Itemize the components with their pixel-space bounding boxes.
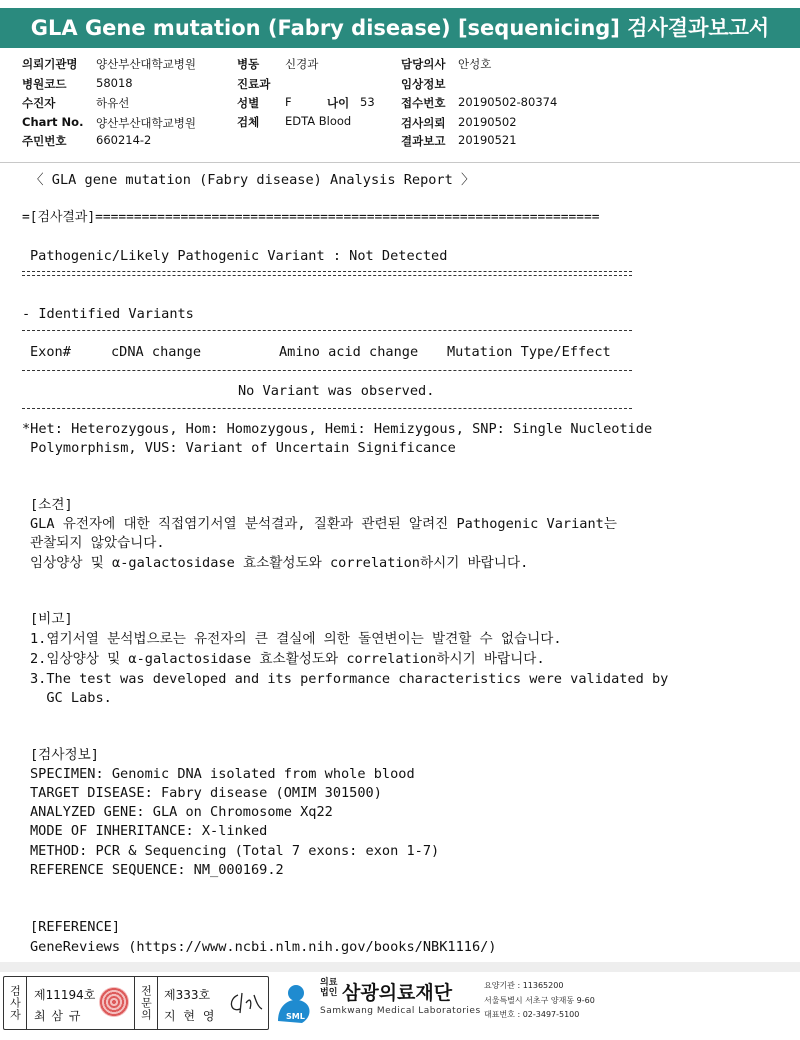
remarks-line: 1.염기서열 분석법으로는 유전자의 큰 결실에 의한 돌연변이는 발견할 수 없습니다. [30, 631, 562, 647]
specimen-label: 검체 [237, 115, 260, 129]
request-date-label: 검사의뢰 [401, 116, 446, 130]
hospital-code-value: 58018 [96, 76, 133, 90]
remarks-line: 3.The test was developed and its performance characteristics were validated by [30, 671, 669, 687]
org-address: 서울특별시 서초구 양재동 9-60 [484, 996, 595, 1005]
test-info-line: METHOD: PCR & Sequencing (Total 7 exons: exon 1-7) [30, 843, 440, 859]
test-info-line: TARGET DISEASE: Fabry disease (OMIM 301500) [30, 785, 382, 801]
specimen-value: EDTA Blood [285, 114, 352, 128]
accession-no-value: 20190502-80374 [458, 95, 558, 109]
tester-name: 최 삼 규 [34, 1009, 82, 1023]
test-info-line: ANALYZED GENE: GLA on Chromosome Xq22 [30, 804, 333, 820]
table-header-rule [22, 370, 632, 371]
table-header-amino: Amino acid change [279, 344, 419, 360]
test-info-line: SPECIMEN: Genomic DNA isolated from whole blood [30, 766, 415, 782]
report-title: GLA Gene mutation (Fabry disease) [sequenicing] 검사결과보고서 [0, 8, 800, 48]
report-date-label: 결과보고 [401, 134, 446, 148]
sex-value: F [285, 95, 292, 109]
hospital-code-label: 병원코드 [22, 77, 67, 91]
table-header-cdna: cDNA change [111, 344, 202, 360]
tester-seal [99, 987, 129, 1017]
org-name: 삼광의료재단 [342, 982, 453, 1004]
tester-license-no: 제11194호 [34, 988, 96, 1002]
chart-no-label: Chart No. [22, 115, 84, 129]
reference-link[interactable]: GeneReviews (https://www.ncbi.nlm.nih.gov/books/NBK1116/) [30, 939, 497, 955]
age-label: 나이 [327, 96, 350, 110]
institution-value: 양산부산대학교병원 [96, 57, 196, 71]
result-line: Pathogenic/Likely Pathogenic Variant : Not Detected [30, 248, 448, 264]
table-header-mutation: Mutation Type/Effect [447, 344, 611, 360]
findings-line: 임상양상 및 α-galactosidase 효소활성도와 correlation하시기 바랍니다. [30, 555, 529, 571]
test-info-title: [검사정보] [30, 747, 99, 763]
remarks-title: [비고] [30, 611, 73, 627]
findings-title: [소견] [30, 497, 73, 513]
request-date-value: 20190502 [458, 115, 517, 129]
reference-title: [REFERENCE] [30, 919, 121, 935]
findings-line: 관찰되지 않았습니다. [30, 535, 165, 551]
test-info-line: MODE OF INHERITANCE: X-linked [30, 823, 268, 839]
variants-title: - Identified Variants [22, 306, 194, 322]
header-divider [0, 162, 800, 163]
department-label: 진료과 [237, 77, 271, 91]
specialist-signature [226, 987, 266, 1019]
table-top-rule [22, 330, 632, 331]
patient-name-value: 하유선 [96, 96, 130, 110]
doctor-label: 담당의사 [401, 57, 446, 71]
remarks-line: 2.임상양상 및 α-galactosidase 효소활성도와 correlation하시기 바랍니다. [30, 651, 545, 667]
specialist-license-no: 제333호 [164, 988, 211, 1002]
table-header-exon: Exon# [30, 344, 71, 360]
no-variant-text: No Variant was observed. [238, 383, 435, 399]
specialist-name: 지 현 영 [164, 1009, 217, 1023]
remarks-line: GC Labs. [30, 690, 112, 706]
findings-line: GLA 유전자에 대한 직접염기서열 분석결과, 질환과 관련된 알려진 Pathogenic Variant는 [30, 516, 617, 532]
resident-no-label: 주민번호 [22, 134, 67, 148]
signature-box [3, 976, 269, 1030]
specialist-label: 전문의 [134, 977, 158, 1029]
org-english-name: Samkwang Medical Laboratories [320, 1006, 481, 1016]
ward-label: 병동 [237, 57, 260, 71]
sml-logo-text: SML [286, 1012, 305, 1021]
clinical-info-label: 임상정보 [401, 77, 446, 91]
signature-footer [0, 972, 800, 1040]
sex-label: 성별 [237, 96, 260, 110]
tester-label: 검사자 [4, 977, 27, 1029]
org-prefix: 의료법인 [320, 978, 338, 998]
org-phone: 대표번호 : 02-3497-5100 [484, 1010, 580, 1019]
report-date-value: 20190521 [458, 133, 517, 147]
age-value: 53 [360, 95, 375, 109]
footnote-line-2: Polymorphism, VUS: Variant of Uncertain Significance [22, 440, 456, 456]
resident-no-value: 660214-2 [96, 133, 152, 147]
chart-no-value: 양산부산대학교병원 [96, 116, 196, 130]
sml-logo-icon [272, 981, 316, 1025]
patient-info-panel [0, 52, 800, 160]
org-code: 요양기관 : 11365200 [484, 981, 564, 990]
page-break-band [0, 962, 800, 972]
result-divider [22, 271, 632, 276]
footnote-line-1: *Het: Heterozygous, Hom: Homozygous, Hemi: Hemizygous, SNP: Single Nucleotide [22, 421, 653, 437]
patient-name-label: 수진자 [22, 96, 56, 110]
table-bottom-rule [22, 408, 632, 409]
institution-label: 의뢰기관명 [22, 57, 78, 71]
test-info-line: REFERENCE SEQUENCE: NM_000169.2 [30, 862, 284, 878]
report-heading: 〈 GLA gene mutation (Fabry disease) Analysis Report 〉 [30, 172, 475, 188]
doctor-value: 안성호 [458, 57, 492, 71]
ward-value: 신경과 [285, 57, 319, 71]
result-section-header: =[검사결과]================================================================= [22, 210, 600, 225]
accession-no-label: 접수번호 [401, 96, 446, 110]
